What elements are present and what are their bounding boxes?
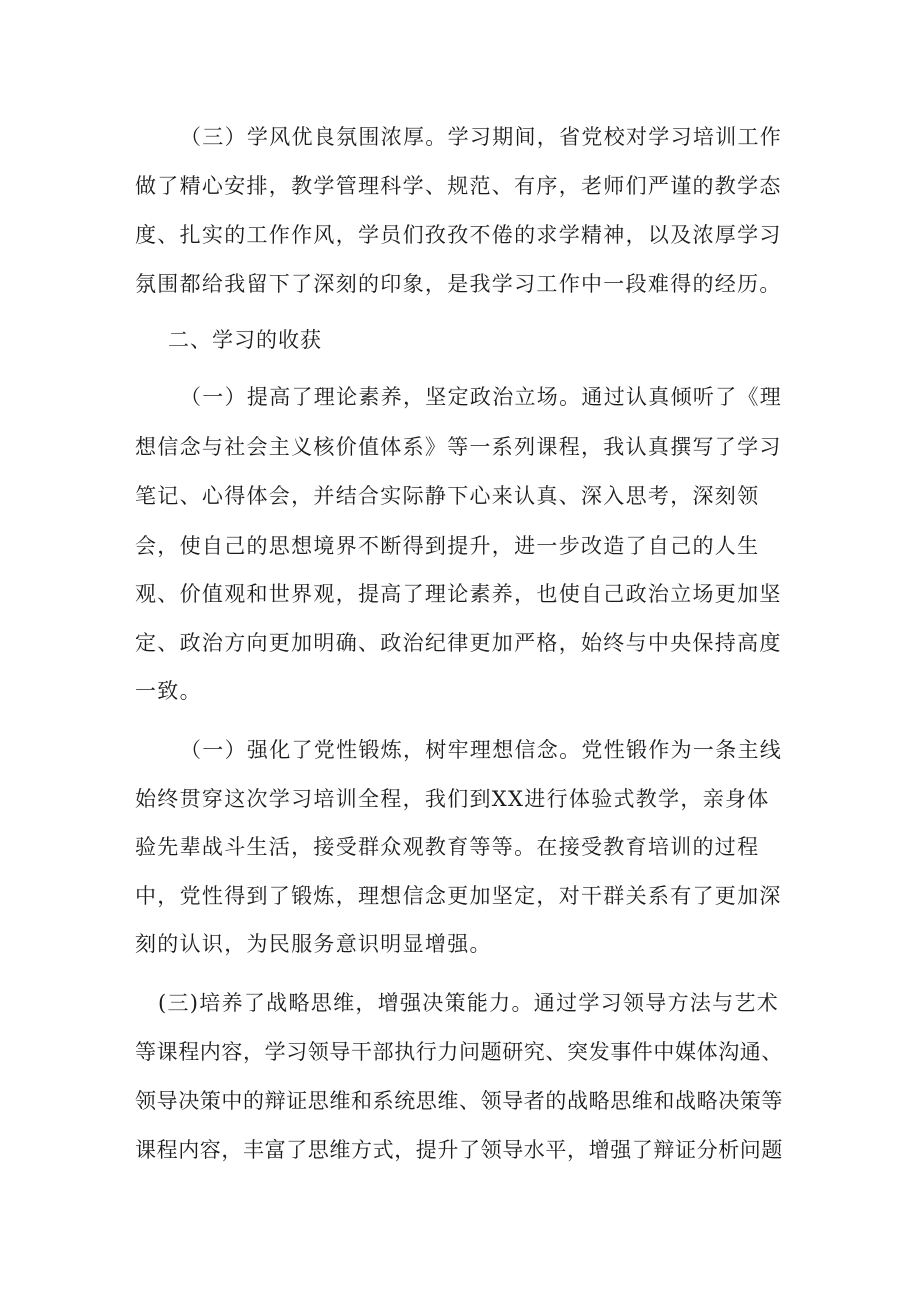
section-heading: 二、学习的收获	[168, 328, 322, 352]
paragraph-line: 笔记、心得体会，并结合实际静下心来认真、深入思考，深刻领	[135, 484, 760, 508]
paragraph-line: 想信念与社会主义核价值体系》等一系列课程，我认真撰写了学习	[135, 435, 782, 459]
paragraph-line: 中，党性得到了锻炼，理想信念更加坚定，对干群关系有了更加深	[135, 884, 782, 908]
paragraph-line: (三)培养了战略思维，增强决策能力。通过学习领导方法与艺术	[158, 991, 780, 1015]
paragraph-line: （三）学风优良氛围浓厚。学习期间，省党校对学习培训工作	[180, 125, 783, 149]
paragraph-line: 刻的认识，为民服务意识明显增强。	[135, 932, 492, 956]
paragraph-line: 等课程内容，学习领导干部执行力问题研究、突发事件中媒体沟通、	[135, 1040, 783, 1064]
paragraph-line: 度、扎实的工作作风，学员们孜孜不倦的求学精神，以及浓厚学习	[135, 223, 782, 247]
paragraph-line: 观、价值观和世界观，提高了理论素养，也使自己政治立场更加坚	[135, 582, 782, 606]
paragraph-line: （一）强化了党性锻炼，树牢理想信念。党性锻作为一条主线	[180, 738, 783, 762]
paragraph-line: 定、政治方向更加明确、政治纪律更加严格，始终与中央保持高度	[135, 631, 782, 655]
paragraph-line: 课程内容，丰富了思维方式，提升了领导水平，增强了辩证分析问题	[135, 1138, 783, 1162]
paragraph-line: 会，使自己的思想境界不断得到提升，进一步改造了自己的人生	[135, 534, 760, 558]
paragraph-line: 一致。	[135, 679, 202, 703]
paragraph-line: 始终贯穿这次学习培训全程，我们到XX进行体验式教学，亲身体	[135, 787, 770, 811]
paragraph-line: 做了精心安排，教学管理科学、规范、有序，老师们严谨的教学态	[135, 174, 782, 198]
paragraph-line: 验先辈战斗生活，接受群众观教育等等。在接受教育培训的过程	[135, 835, 760, 859]
paragraph-line: 氛围都给我留下了深刻的印象，是我学习工作中一段难得的经历。	[135, 272, 782, 296]
paragraph-line: 领导决策中的辩证思维和系统思维、领导者的战略思维和战略决策等	[135, 1089, 783, 1113]
paragraph-line: （一）提高了理论素养，坚定政治立场。通过认真倾听了《理	[180, 385, 783, 409]
